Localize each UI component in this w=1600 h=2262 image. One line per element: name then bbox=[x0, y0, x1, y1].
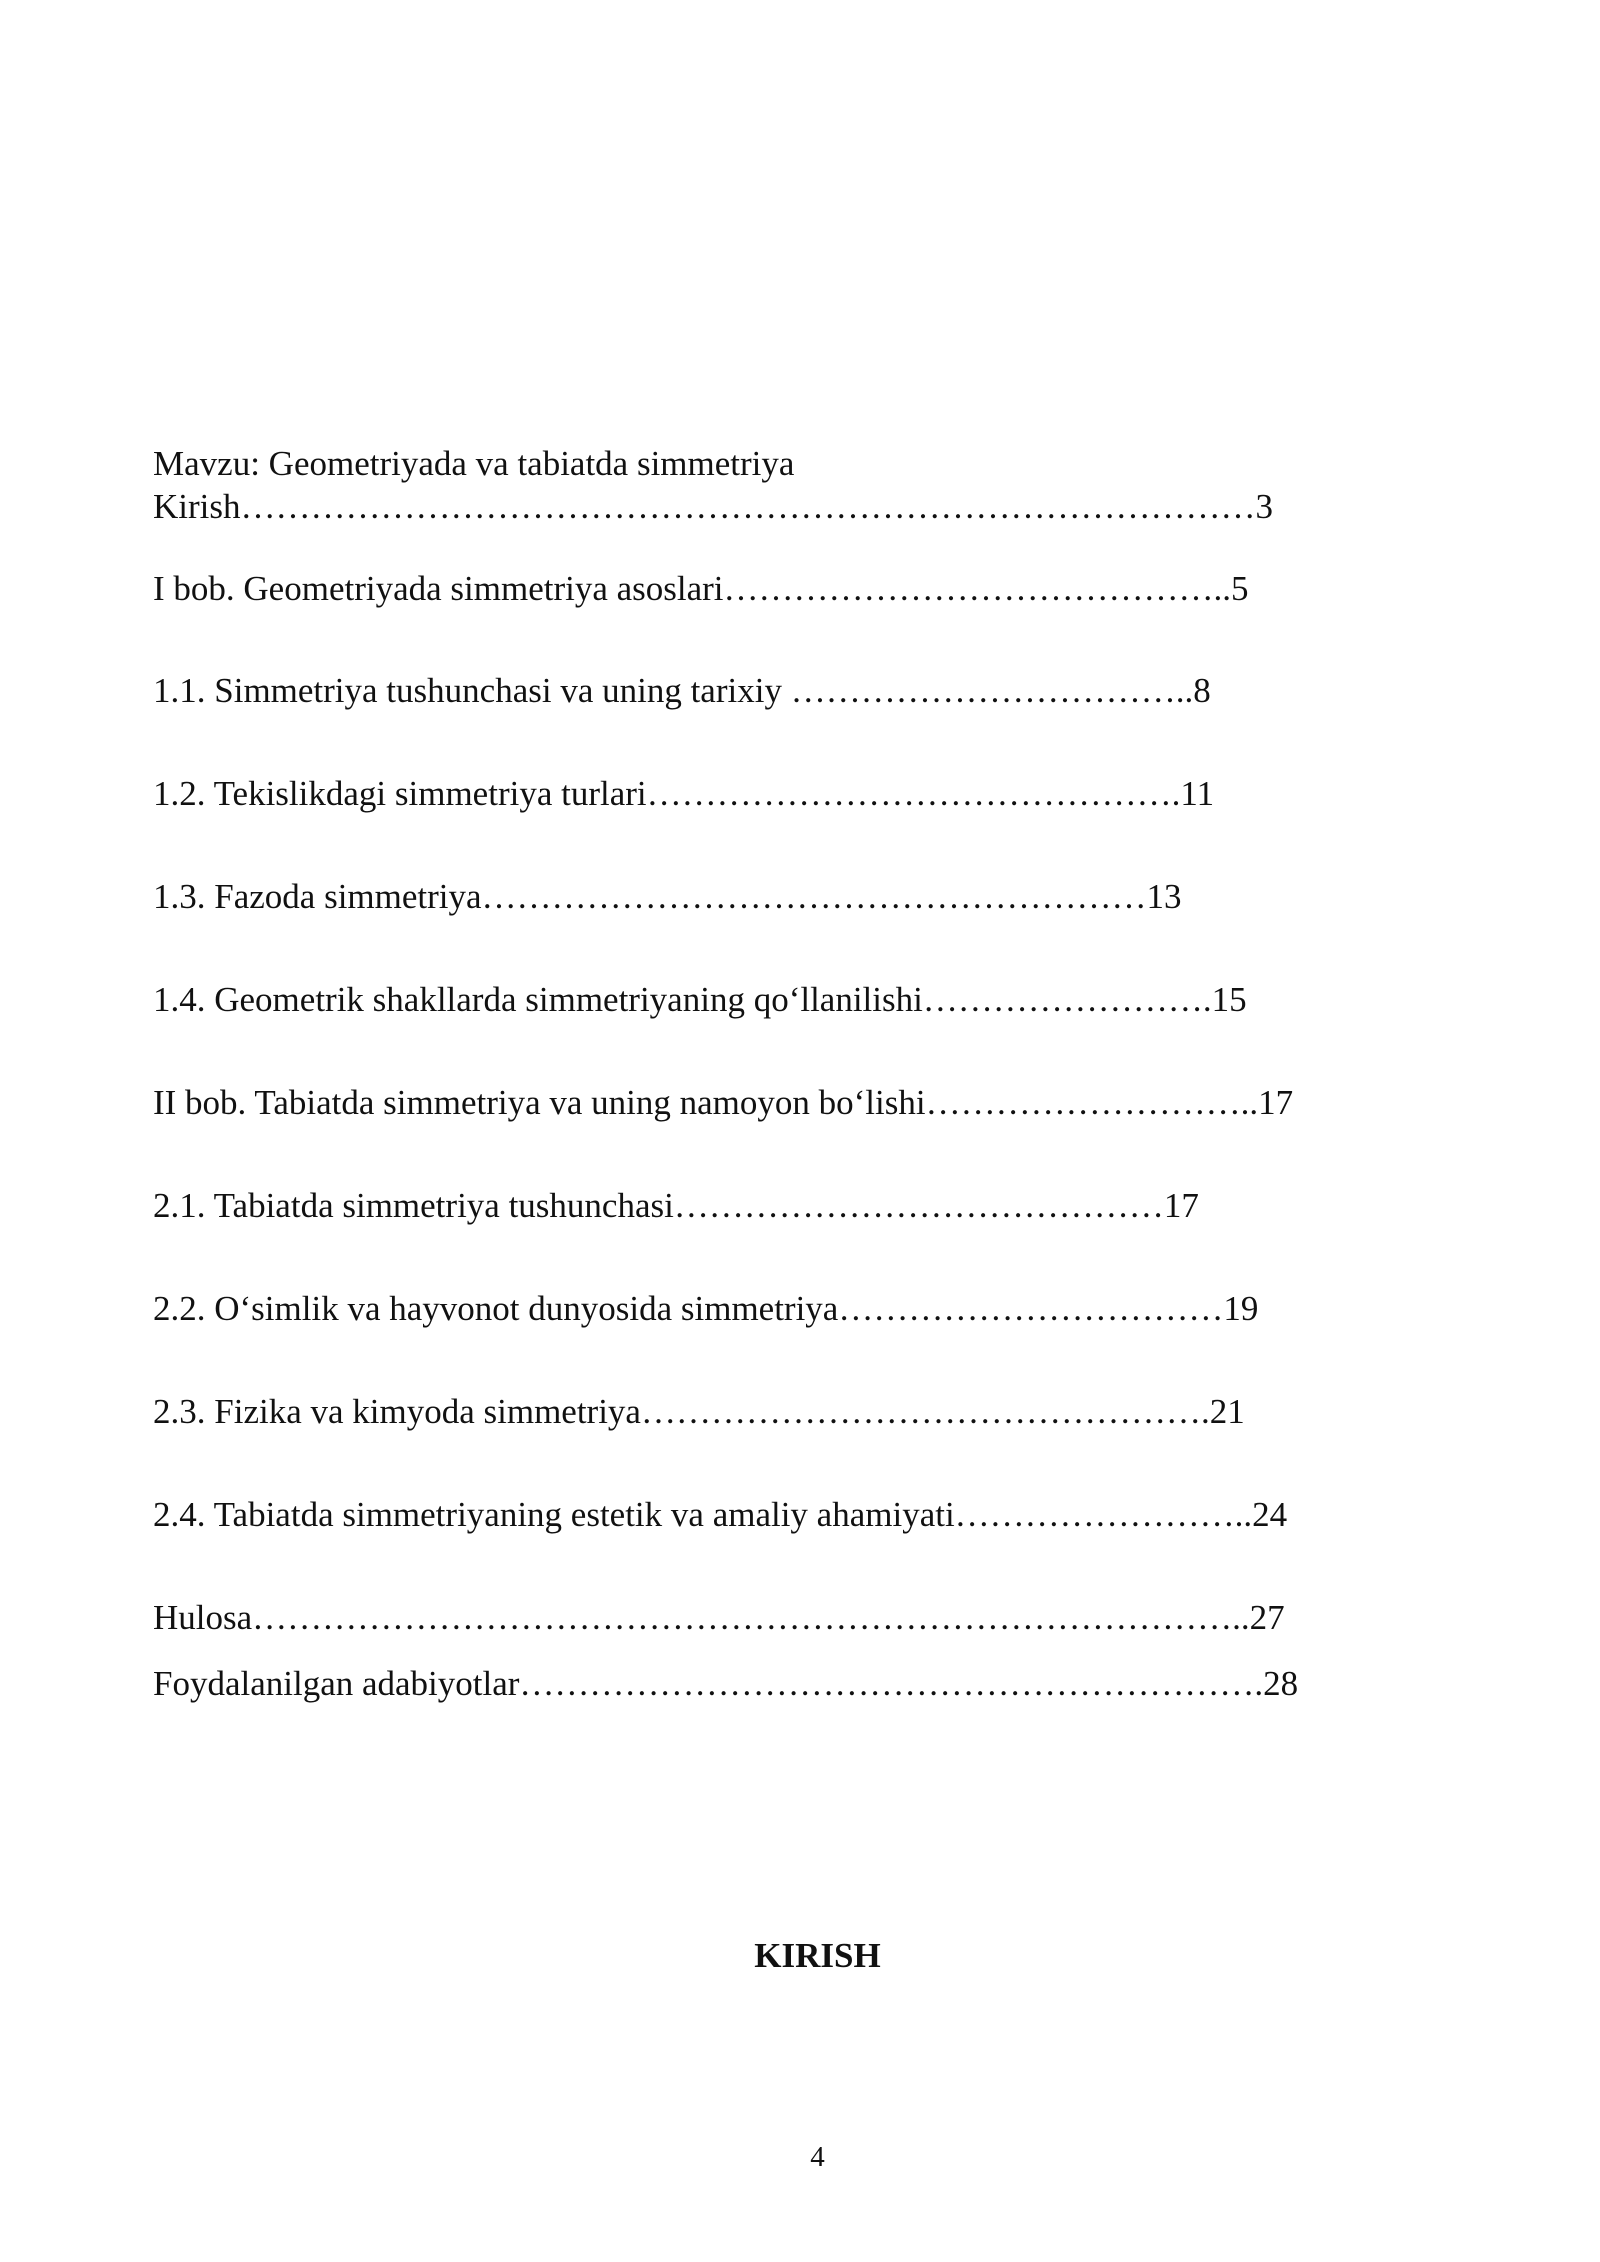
toc-entry-1-4: 1.4. Geometrik shakllarda simmetriyaning qo‘llanilishi…………………….15 bbox=[153, 980, 1247, 1019]
toc-entry-2-1: 2.1. Tabiatda simmetriya tushunchasi……………………………………17 bbox=[153, 1186, 1199, 1225]
toc-entry-chapter-1: I bob. Geometriyada simmetriya asoslari……………………………………..5 bbox=[153, 569, 1249, 608]
toc-entry-2-3: 2.3. Fizika va kimyoda simmetriya………………………………………….21 bbox=[153, 1392, 1245, 1431]
topic-line: Mavzu: Geometriyada va tabiatda simmetriya bbox=[153, 444, 795, 483]
toc-entry-1-3: 1.3. Fazoda simmetriya…………………………………………………13 bbox=[153, 877, 1182, 916]
toc-entry-1-2: 1.2. Tekislikdagi simmetriya turlari……………………………………….11 bbox=[153, 774, 1215, 813]
toc-entry-hulosa: Hulosa…………………………………………………………………………..27 bbox=[153, 1598, 1285, 1637]
toc-entry-1-1: 1.1. Simmetriya tushunchasi va uning tarixiy ……………………………..8 bbox=[153, 671, 1211, 710]
toc-entry-2-4: 2.4. Tabiatda simmetriyaning estetik va amaliy ahamiyati……………………..24 bbox=[153, 1495, 1288, 1534]
page-number: 4 bbox=[810, 2141, 825, 2173]
toc-entry-bibliography: Foydalanilgan adabiyotlar……………………………………………………….28 bbox=[153, 1664, 1299, 1703]
toc-entry-chapter-2: II bob. Tabiatda simmetriya va uning namoyon bo‘lishi………………………..17 bbox=[153, 1083, 1294, 1122]
toc-entry-kirish: Kirish……………………………………………………………………………3 bbox=[153, 487, 1273, 526]
toc-entry-2-2: 2.2. O‘simlik va hayvonot dunyosida simmetriya……………………………19 bbox=[153, 1289, 1259, 1328]
section-heading-kirish: KIRISH bbox=[754, 1936, 881, 1975]
